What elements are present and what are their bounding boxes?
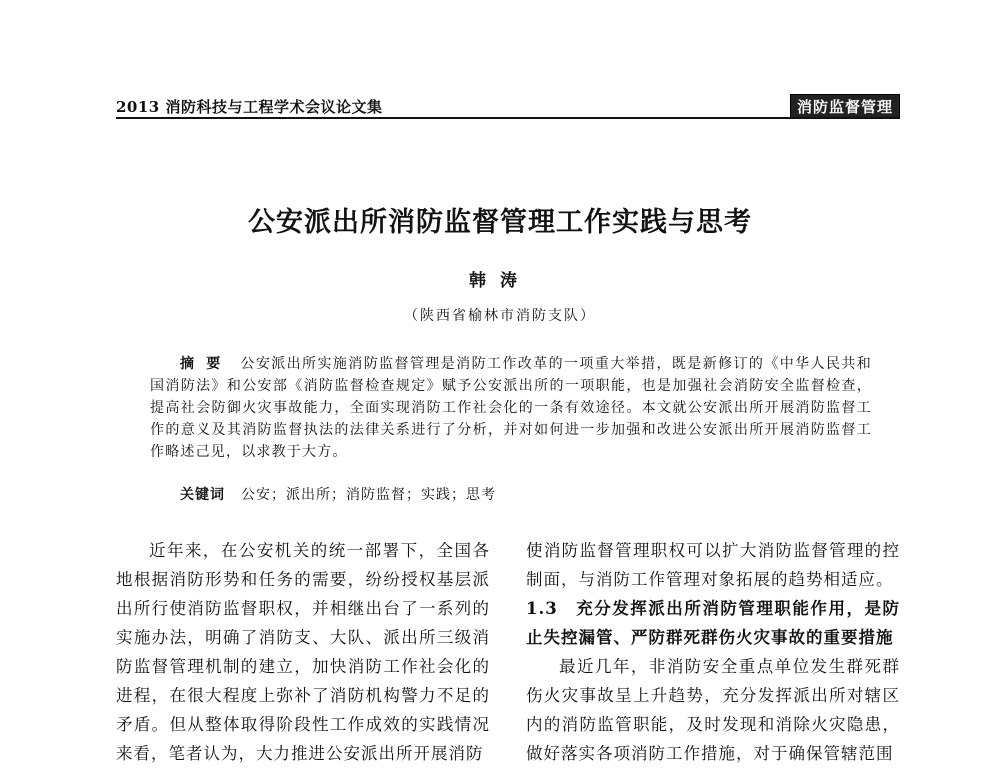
section-heading: 1.3 充分发挥派出所消防管理职能作用，是防止失控漏管、严防群死群伤火灾事故的重要措施 — [526, 599, 900, 647]
keywords-label: 关键词 — [180, 487, 225, 503]
author-name: 韩涛 — [469, 271, 531, 291]
author-affiliation: （陕西省榆林市消防支队） — [404, 308, 596, 324]
header-rule — [116, 117, 900, 119]
paper-title: 公安派出所消防监督管理工作实践与思考 — [248, 207, 752, 238]
section-label: 消防监督管理 — [790, 94, 900, 119]
keywords-text: 公安；派出所；消防监督；实践；思考 — [241, 487, 496, 503]
abstract-label: 摘要 — [180, 356, 233, 372]
body-paragraph: 使消防监督管理职权可以扩大消防监督管理的控制面，与消防工作管理对象拓展的趋势相适应。 — [526, 541, 900, 589]
body-column-right — [526, 536, 900, 768]
body-paragraph: 最近几年，非消防安全重点单位发生群死群伤火灾事故呈上升趋势，充分发挥派出所对辖区内的消防监管职能，及时发现和消除火灾隐患，做好落实各项消防工作措施，对于确保管辖范围 — [526, 657, 900, 763]
keywords — [180, 484, 496, 504]
body-column-left — [116, 536, 490, 768]
abstract — [150, 353, 872, 463]
running-header — [116, 96, 900, 116]
body-paragraph: 近年来，在公安机关的统一部署下，全国各地根据消防形势和任务的需要，纷纷授权基层派出所行使消防监督职权，并相继出台了一系列的实施办法，明确了消防支、大队、派出所三级消防监督管理机制的建立，加快消防工作社会化的进程，在很大程度上弥补了消防机构警力不足的矛盾。但从整体取得阶段性工作成效的实践情况来看，笔者认为，大力推进公安派出所开展消防 — [116, 541, 490, 763]
running-head-text: 2013 消防科技与工程学术会议论文集 — [116, 98, 383, 116]
abstract-text: 公安派出所实施消防监督管理是消防工作改革的一项重大举措，既是新修订的《中华人民共和国消防法》和公安部《消防监督检查规定》赋予公安派出所的一项职能，也是加强社会消防安全监督检查，提高社会防御火灾事故能力，全面实现消防工作社会化的一条有效途径。本文就公安派出所开展消防监督工作的意义及其消防监督执法的法律关系进行了分析，并对如何进一步加强和改进公安派出所开展消防监督工作略述己见，以求教于大方。 — [150, 356, 872, 460]
